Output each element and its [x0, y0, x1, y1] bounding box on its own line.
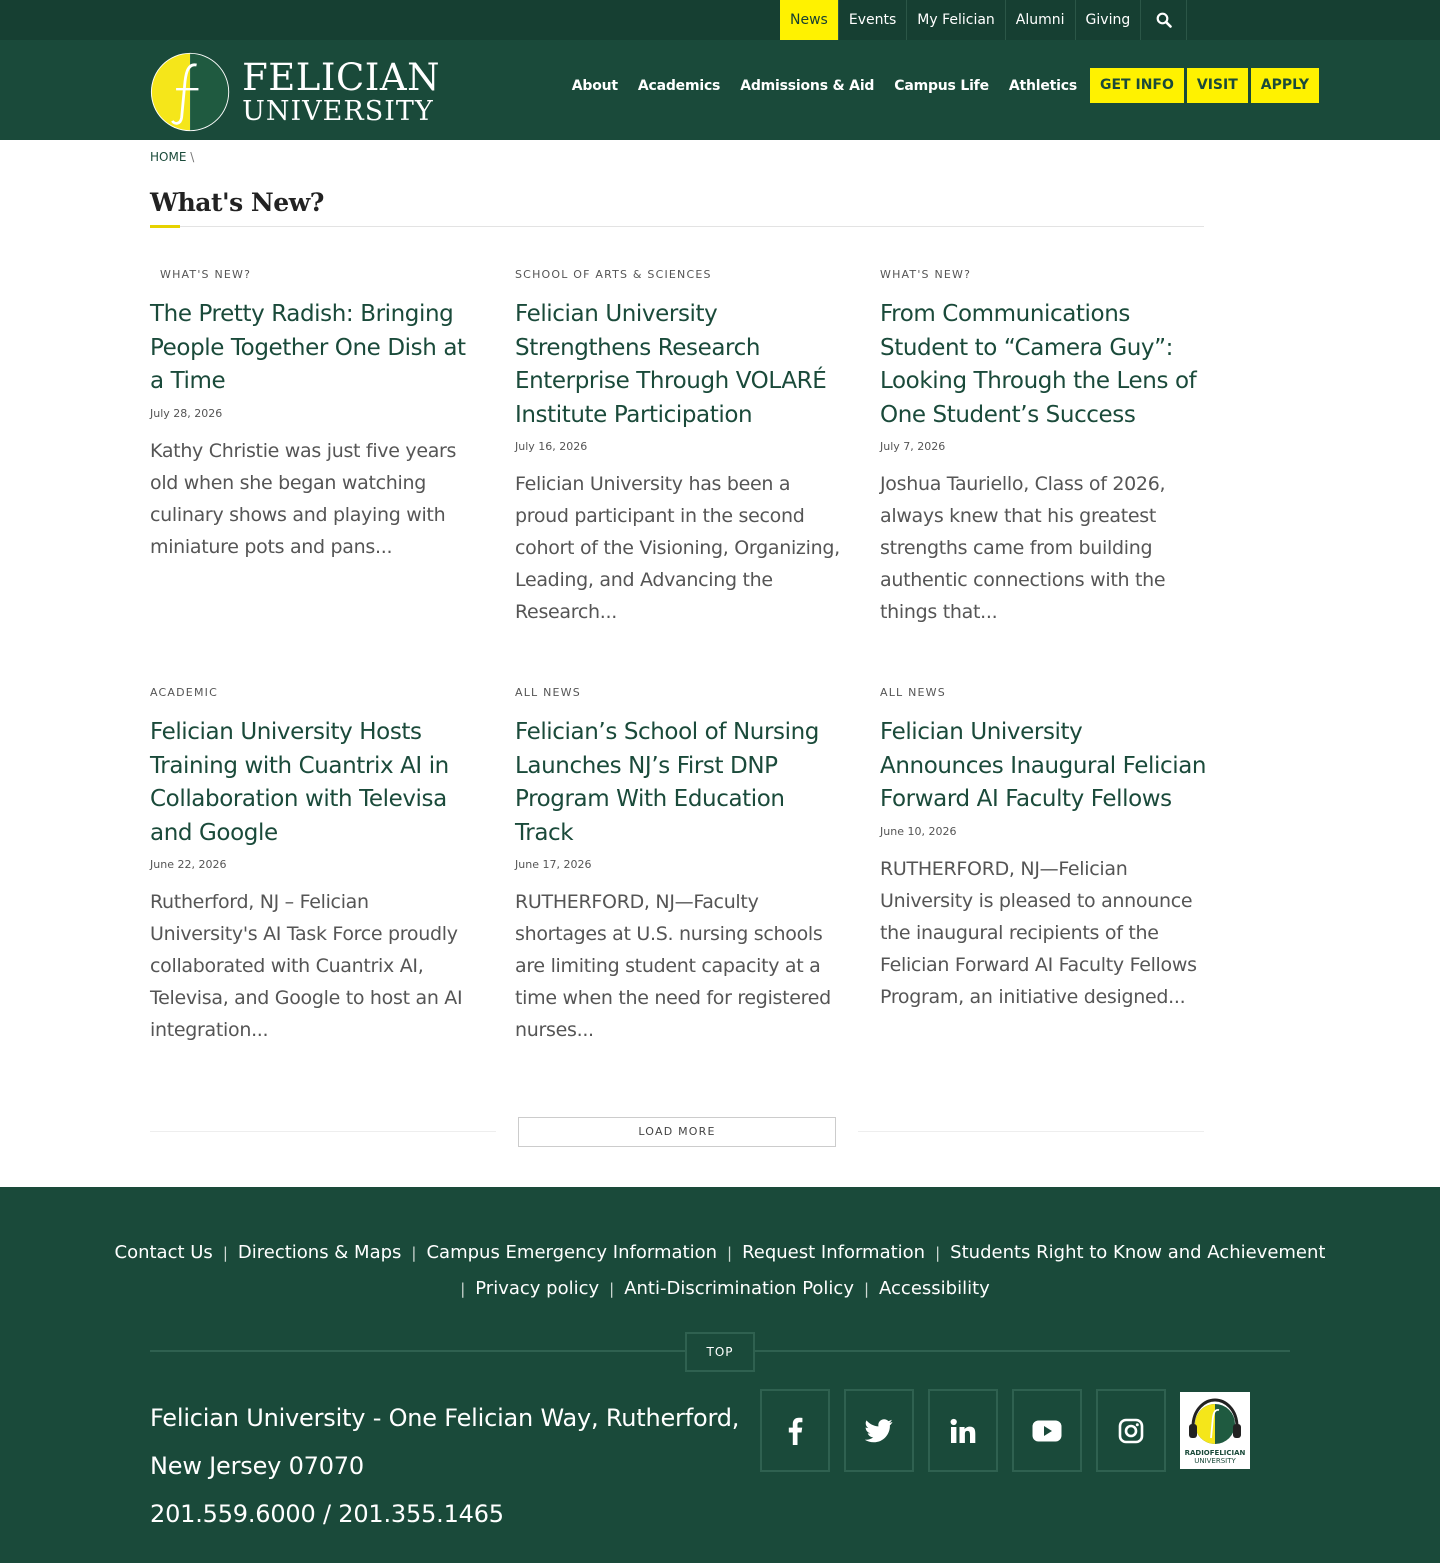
nav-about[interactable]: About: [571, 77, 618, 94]
article-title-link[interactable]: Felician’s School of Nursing Launches NJ’s First DNP Program With Education Track: [515, 719, 819, 846]
youtube-link[interactable]: [1012, 1389, 1082, 1472]
title-divider: [150, 226, 1204, 227]
felician-logo[interactable]: [150, 49, 440, 135]
footer-address: [150, 1394, 750, 1538]
utility-bar: [0, 0, 1440, 40]
article-excerpt: RUTHERFORD, NJ—Faculty shortages at U.S. nursing schools are limiting student capacity at a time when the need for registered nurses...: [515, 891, 831, 1041]
article-card: [880, 268, 1210, 628]
footer-separator: |: [863, 1280, 870, 1298]
footer-link-students-right-to-know[interactable]: Students Right to Know and Achievement: [950, 1242, 1326, 1263]
visit-button[interactable]: VISIT: [1187, 68, 1248, 103]
social-links: [760, 1389, 1250, 1472]
youtube-icon: [1032, 1420, 1062, 1442]
nav-admissions-aid[interactable]: Admissions & Aid: [740, 77, 875, 94]
article-excerpt: Rutherford, NJ – Felician University's AI Task Force proudly collaborated with Cuantrix AI, Televisa, and Google to host an AI integration...: [150, 891, 463, 1041]
radio-headphones-logo-icon: [1187, 1397, 1243, 1449]
site-footer: [0, 1187, 1440, 1563]
nav-athletics[interactable]: Athletics: [1008, 77, 1077, 94]
footer-link-campus-emergency[interactable]: Campus Emergency Information: [426, 1242, 717, 1263]
breadcrumb-separator: \: [190, 150, 195, 164]
utility-link-news[interactable]: News: [780, 0, 839, 40]
footer-link-request-information[interactable]: Request Information: [742, 1242, 926, 1263]
article-excerpt: Joshua Tauriello, Class of 2026, always knew that his greatest strengths came from building authentic connections with the things that...: [880, 473, 1166, 623]
logo-line-1: FELICIAN: [242, 56, 440, 99]
footer-link-accessibility[interactable]: Accessibility: [879, 1278, 990, 1299]
footer-separator: |: [609, 1280, 615, 1298]
footer-separator: |: [460, 1280, 466, 1298]
article-category[interactable]: ALL NEWS: [880, 686, 946, 699]
article-title-link[interactable]: Felician University Strengthens Research Enterprise Through VOLARÉ Institute Participation: [515, 301, 827, 428]
article-date: July 28, 2026: [150, 406, 223, 420]
facebook-icon: [787, 1417, 803, 1445]
article-category[interactable]: WHAT'S NEW?: [160, 268, 252, 281]
article-date: June 17, 2026: [515, 858, 592, 871]
radio-logo-line-1: RADIOFELICIAN: [1184, 1448, 1246, 1457]
footer-links-row-1: [0, 1235, 1440, 1271]
twitter-icon: [865, 1419, 893, 1443]
nav-campus-life[interactable]: Campus Life: [894, 77, 989, 94]
utility-link-giving[interactable]: Giving: [1076, 0, 1142, 40]
footer-separator: |: [222, 1244, 228, 1262]
utility-nav: [780, 0, 1187, 40]
radio-felician-logo[interactable]: [1180, 1392, 1250, 1469]
felician-logo-mark-icon: [150, 49, 230, 135]
article-card: [150, 686, 480, 1046]
footer-links: [0, 1235, 1440, 1307]
utility-link-events[interactable]: Events: [839, 0, 907, 40]
article-category[interactable]: ALL NEWS: [515, 686, 581, 699]
article-date: June 22, 2026: [150, 858, 227, 871]
article-card: [515, 268, 845, 628]
utility-link-alumni[interactable]: Alumni: [1006, 0, 1076, 40]
page-title: What's New?: [150, 188, 324, 217]
apply-button[interactable]: APPLY: [1251, 68, 1319, 103]
footer-link-anti-discrimination[interactable]: Anti-Discrimination Policy: [624, 1278, 854, 1299]
site-header: [0, 40, 1440, 140]
utility-link-my-felician[interactable]: My Felician: [907, 0, 1006, 40]
radio-logo-line-2: UNIVERSITY: [1194, 1456, 1236, 1465]
footer-separator: |: [727, 1244, 733, 1262]
article-category[interactable]: SCHOOL OF ARTS & SCIENCES: [515, 268, 712, 281]
article-title-link[interactable]: Felician University Hosts Training with Cuantrix AI in Collaboration with Televisa and Google: [150, 719, 449, 846]
article-title-link[interactable]: Felician University Announces Inaugural Felician Forward AI Faculty Fellows: [880, 719, 1207, 812]
title-accent-bar: [150, 225, 180, 228]
article-excerpt: Kathy Christie was just five years old when she began watching culinary shows and playing with miniature pots and pans...: [150, 439, 457, 558]
article-card: [880, 686, 1210, 1013]
article-card: [150, 268, 480, 563]
search-button[interactable]: [1141, 0, 1187, 40]
footer-link-privacy-policy[interactable]: Privacy policy: [475, 1278, 600, 1299]
nav-academics[interactable]: Academics: [637, 77, 721, 94]
footer-separator: |: [411, 1244, 417, 1262]
footer-phone: 201.559.6000 / 201.355.1465: [150, 1500, 504, 1528]
get-info-button[interactable]: GET INFO: [1090, 68, 1184, 103]
footer-links-row-2: [0, 1271, 1440, 1307]
article-date: July 16, 2026: [515, 440, 588, 453]
article-date: June 10, 2026: [880, 824, 957, 838]
back-to-top-button[interactable]: TOP: [685, 1332, 755, 1372]
main-nav: [562, 68, 1319, 103]
instagram-icon: [1118, 1418, 1144, 1444]
breadcrumb-home-link[interactable]: HOME: [150, 150, 187, 164]
article-title-link[interactable]: From Communications Student to “Camera Guy”: Looking Through the Lens of One Student’s Success: [880, 301, 1197, 428]
footer-link-directions-maps[interactable]: Directions & Maps: [237, 1242, 402, 1263]
load-more-button[interactable]: LOAD MORE: [518, 1117, 836, 1147]
address-line-1: Felician University - One Felician Way, Rutherford,: [150, 1404, 740, 1432]
breadcrumb: [150, 150, 194, 164]
logo-wordmark: [242, 56, 440, 127]
article-category[interactable]: ACADEMIC: [150, 686, 218, 699]
footer-link-contact-us[interactable]: Contact Us: [114, 1242, 213, 1263]
instagram-link[interactable]: [1096, 1389, 1166, 1472]
load-more-divider-right: [858, 1131, 1204, 1132]
article-category[interactable]: WHAT'S NEW?: [880, 268, 972, 281]
article-date: July 7, 2026: [880, 440, 946, 453]
article-excerpt: Felician University has been a proud participant in the second cohort of the Visioning, Organizing, Leading, and Advancing the Research...: [515, 473, 840, 623]
article-excerpt: RUTHERFORD, NJ—Felician University is pleased to announce the inaugural recipients of the Felician Forward AI Faculty Fellows Program, an initiative designed...: [880, 857, 1197, 1008]
linkedin-icon: [950, 1418, 976, 1444]
footer-separator: |: [935, 1244, 941, 1262]
linkedin-link[interactable]: [928, 1389, 998, 1472]
facebook-link[interactable]: [760, 1389, 830, 1472]
article-title-link[interactable]: The Pretty Radish: Bringing People Together One Dish at a Time: [150, 301, 466, 394]
load-more-divider-left: [150, 1131, 496, 1132]
address-line-2: New Jersey 07070: [150, 1452, 364, 1480]
article-card: [515, 686, 845, 1046]
logo-line-2: UNIVERSITY: [242, 96, 434, 127]
search-icon: [1156, 12, 1172, 28]
twitter-link[interactable]: [844, 1389, 914, 1472]
